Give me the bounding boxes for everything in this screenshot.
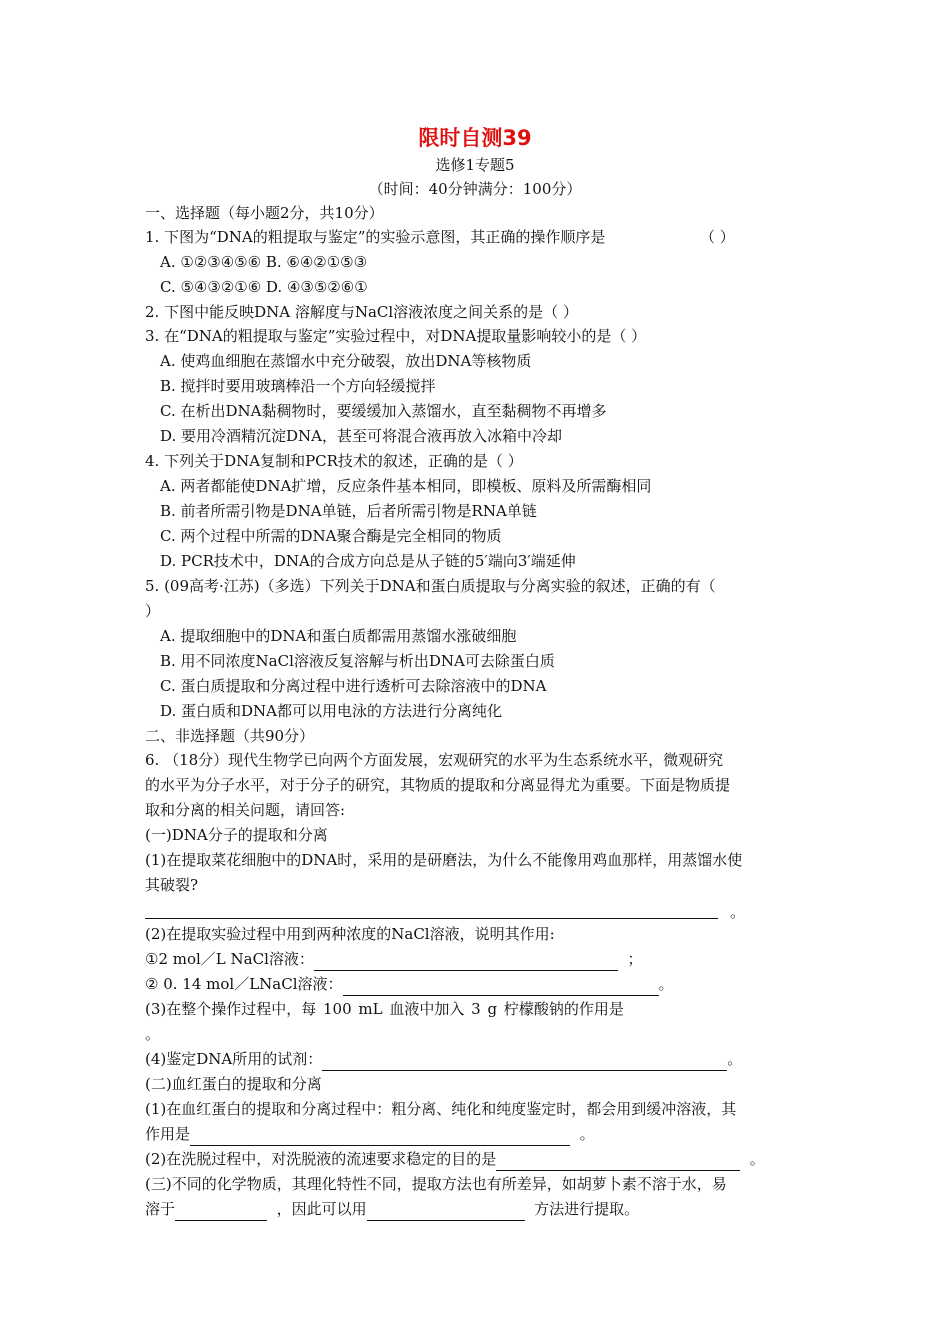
part-1-q3-end: 。 xyxy=(145,1025,161,1043)
question-1-options-row-2: C. ⑤④③②①⑥ D. ④③⑤②⑥① xyxy=(160,278,368,296)
part-3-text-1: 溶于 xyxy=(145,1200,176,1218)
part-2-q1-line-2 xyxy=(145,1122,595,1146)
part-2-q1-end: 。 xyxy=(579,1125,595,1143)
question-2-stem: 2. 下图中能反映DNA 溶解度与NaCl溶液浓度之间关系的是（ ） xyxy=(145,303,578,321)
part-1-q2-b-label xyxy=(145,972,674,996)
question-3-stem: 3. 在“DNA的粗提取与鉴定”实验过程中，对DNA提取量影响较小的是（ ） xyxy=(145,327,647,345)
question-3-option-d: D. 要用冷酒精沉淀DNA，甚至可将混合液再放入冰箱中冷却 xyxy=(160,427,563,445)
question-5-option-a: A. 提取细胞中的DNA和蛋白质都需用蒸馏水涨破细胞 xyxy=(160,627,517,645)
part-3-line-2 xyxy=(145,1197,639,1221)
part-1-q4-end: 。 xyxy=(727,1050,743,1068)
part-1-q4-label xyxy=(145,1047,742,1071)
answer-blank-q4[interactable] xyxy=(322,1054,727,1071)
part-1-q4-text: (4)鉴定DNA所用的试剂： xyxy=(145,1050,323,1068)
answer-blank-part3-method[interactable] xyxy=(367,1204,525,1221)
question-5-option-d: D. 蛋白质和DNA都可以用电泳的方法进行分离纯化 xyxy=(160,702,503,720)
time-score-info: （时间：40分钟满分：100分） xyxy=(368,180,582,198)
part-1-q1-line-1: (1)在提取菜花细胞中的DNA时，采用的是研磨法，为什么不能像用鸡血那样，用蒸馏水使 xyxy=(145,851,743,869)
part-1-q2-a-end: ； xyxy=(627,950,643,968)
part-1-q2-b-text: ② 0. 14 mol／LNaCl溶液： xyxy=(145,975,343,993)
part-2-q2-end: 。 xyxy=(749,1150,765,1168)
part-1-q1-line-2: 其破裂? xyxy=(145,876,199,894)
question-1-answer-paren: （ ） xyxy=(700,228,735,246)
section-heading-choice: 一、选择题（每小题2分，共10分） xyxy=(145,204,384,222)
question-3-option-c: C. 在析出DNA黏稠物时，要缓缓加入蒸馏水，直至黏稠物不再增多 xyxy=(160,402,607,420)
part-3-text-3: 方法进行提取。 xyxy=(534,1200,640,1218)
section-heading-nonchoice: 二、非选择题（共90分） xyxy=(145,727,315,745)
answer-blank-q1[interactable] xyxy=(145,918,718,919)
question-3-option-b: B. 搅拌时要用玻璃棒沿一个方向轻缓搅拌 xyxy=(160,377,436,395)
part-1-q2: (2)在提取实验过程中用到两种浓度的NaCl溶液，说明其作用: xyxy=(145,925,555,943)
question-5-option-c: C. 蛋白质提取和分离过程中进行透析可去除溶液中的DNA xyxy=(160,677,547,695)
answer-blank-part2-q2[interactable] xyxy=(496,1154,740,1171)
part-1-q2-b-end: 。 xyxy=(658,975,674,993)
part-3-line-1: (三)不同的化学物质，其理化特性不同，提取方法也有所差异，如胡萝卜素不溶于水，易 xyxy=(145,1175,727,1193)
part-1-q2-a-label xyxy=(145,947,642,971)
question-5-option-b: B. 用不同浓度NaCl溶液反复溶解与析出DNA可去除蛋白质 xyxy=(160,652,555,670)
question-1-options-row-1: A. ①②③④⑤⑥ B. ⑥④②①⑤③ xyxy=(160,253,368,271)
answer-blank-q2-a[interactable] xyxy=(314,954,618,971)
part-1-heading: (一)DNA分子的提取和分离 xyxy=(145,826,328,844)
answer-blank-part3-solvent[interactable] xyxy=(175,1204,267,1221)
question-4-option-d: D. PCR技术中，DNA的合成方向总是从子链的5′端向3′端延伸 xyxy=(160,552,576,570)
part-1-q2-a-text: ①2 mol／L NaCl溶液： xyxy=(145,950,314,968)
question-3-option-a: A. 使鸡血细胞在蒸馏水中充分破裂，放出DNA等核物质 xyxy=(160,352,532,370)
part-2-q1-text: 作用是 xyxy=(145,1125,191,1143)
question-6-intro-line-3: 取和分离的相关问题，请回答: xyxy=(145,801,346,819)
part-2-q1-line-1: (1)在血红蛋白的提取和分离过程中：粗分离、纯化和纯度鉴定时，都会用到缓冲溶液，其 xyxy=(145,1100,737,1118)
question-4-stem: 4. 下列关于DNA复制和PCR技术的叙述，正确的是（ ） xyxy=(145,452,523,470)
part-2-q2-text: (2)在洗脱过程中，对洗脱液的流速要求稳定的目的是 xyxy=(145,1150,497,1168)
part-1-q3: (3)在整个操作过程中，每 100 mL 血液中加入 3 g 柠檬酸钠的作用是 xyxy=(145,1000,624,1018)
question-6-intro-line-2: 的水平为分子水平，对于分子的研究，其物质的提取和分离显得尤为重要。下面是物质提 xyxy=(145,776,731,794)
question-6-intro-line-1: 6. （18分）现代生物学已向两个方面发展，宏观研究的水平为生态系统水平，微观研究 xyxy=(145,751,724,769)
question-4-option-c: C. 两个过程中所需的DNA聚合酶是完全相同的物质 xyxy=(160,527,502,545)
answer-blank-q1-period: 。 xyxy=(730,903,746,921)
part-3-text-2: ，因此可以用 xyxy=(276,1200,367,1218)
question-4-option-a: A. 两者都能使DNA扩增，反应条件基本相同，即模板、原料及所需酶相同 xyxy=(160,477,652,495)
question-5-stem: 5. (09高考·江苏)（多选）下列关于DNA和蛋白质提取与分离实验的叙述，正确的有（ xyxy=(145,577,716,595)
question-5-stem-continued: ） xyxy=(145,602,161,620)
page-title: 限时自测39 xyxy=(418,126,532,150)
answer-blank-part2-q1[interactable] xyxy=(190,1129,570,1146)
question-1-stem: 1. 下图为“DNA的粗提取与鉴定”的实验示意图，其正确的操作顺序是 xyxy=(145,228,606,246)
subtitle: 选修1专题5 xyxy=(435,156,515,174)
answer-blank-q2-b[interactable] xyxy=(343,979,659,996)
question-4-option-b: B. 前者所需引物是DNA单链，后者所需引物是RNA单链 xyxy=(160,502,537,520)
part-2-q2-line xyxy=(145,1147,765,1171)
part-2-heading: (二)血红蛋白的提取和分离 xyxy=(145,1075,322,1093)
